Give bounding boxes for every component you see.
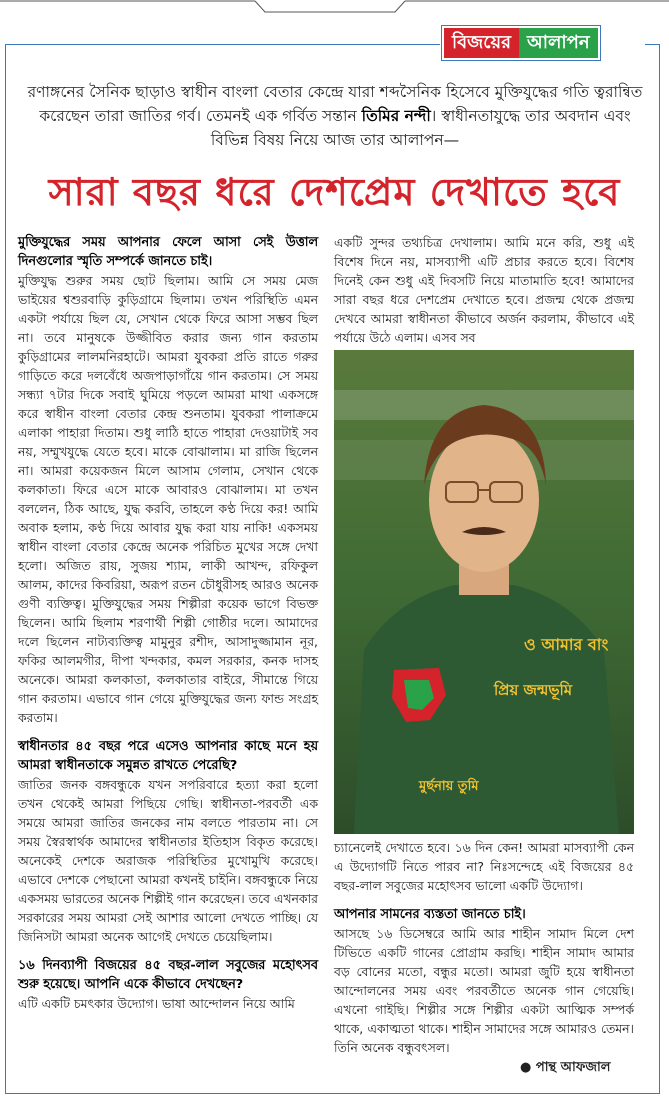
- article-intro: [20, 80, 650, 152]
- interviewee-photo: [334, 350, 634, 834]
- page-top-decoration: [0, 0, 669, 14]
- intro-text-2: । স্বাধীনতাযুদ্ধে তার অবদান এবং বিভিন্ন বিষয় নিয়ে আজ তার আলাপন—: [210, 107, 631, 149]
- answer-3: এটি একটি চমৎকার উদ্যোগ। ভাষা আন্দোলন নিয়ে আমি: [18, 996, 295, 1011]
- article-headline: সারা বছর ধরে দেশপ্রেম দেখাতে হবে: [48, 170, 621, 214]
- intro-text-1: রণাঙ্গনের সৈনিক ছাড়াও স্বাধীন বাংলা বেতার কেন্দ্রে যারা শব্দসৈনিক হিসেবে মুক্তিযুদ্ধের গতি ত্বরান্বিত করেছেন তারা জাতির গর্ব। তেমনই এক গর্বিত সন্তান: [27, 83, 643, 125]
- shirt-text-1: ও আমার বাং: [524, 635, 609, 654]
- author-byline: ● পান্থ আফজাল: [520, 1060, 611, 1075]
- section-badge: [442, 26, 600, 60]
- left-column: [18, 233, 318, 1013]
- badge-part-2: আলাপন: [519, 28, 598, 58]
- interviewee-name: তিমির নন্দী: [361, 107, 431, 125]
- shirt-text-2: প্রিয় জন্মভূমি: [494, 681, 573, 699]
- question-2: স্বাধীনতার ৪৫ বছর পরে এসেও আপনার কাছে মনে হয় আমরা স্বাধীনতাকে সমুন্নত রাখতে পেরেছি?: [18, 739, 318, 773]
- right-column-top: [334, 233, 634, 347]
- right-column-bottom: [334, 838, 634, 1057]
- question-1: মুক্তিযুদ্ধের সময় আপনার ফেলে আসা সেই উত্তাল দিনগুলোর স্মৃতি সম্পর্কে জানতে চাই।: [18, 235, 318, 269]
- portrait-illustration: [334, 350, 634, 834]
- shirt-text-3: মুর্ছনায় তুমি: [419, 779, 479, 794]
- question-3: ১৬ দিনব্যাপী বিজয়ের ৪৫ বছর-লাল সবুজের মহোৎসব শুরু হয়েছে। আপনি একে কীভাবে দেখছেন?: [18, 958, 318, 992]
- answer-2: জাতির জনক বঙ্গবন্ধুকে যখন সপরিবারে হত্যা করা হলো তখন থেকেই আমরা পিছিয়ে গেছি। স্বাধীনতা-পরবর্তী এক সময়ে আমরা জাতির জনকের নাম বলতে পারতাম না। সে সময় স্বৈরস্বার্থক আমাদের স্বাধীনতার ইতিহাস বিকৃত করেছে। অনেকেই দেশকে অরাজক পরিস্থিতির মুখোমুখি করেছে। এভাবে দেশকে পেছানো আমরা কখনই চাইনি। বঙ্গবন্ধুকে নিয়ে একসময় ভারতের অনেক শিল্পীই গান করেছেন। তবে এখনকার সরকারের সময় আমরা সেই আশার আলো দেখতে পাচ্ছি। যে জিনিসটা আমরা অনেক আগেই দেখতে চেয়েছিলাম।: [18, 777, 318, 944]
- badge-part-1: বিজয়ের: [444, 28, 519, 58]
- answer-3-continued: একটি সুন্দর তথ্যচিত্র দেখালাম। আমি মনে করি, শুধু এই বিশেষ দিনে নয়, মাসব্যাপী এটি প্রচার করতে হবে। বিশেষ দিনেই কেন শুধু এই দিবসটি নিয়ে মাতামাতি হবে! আমাদের সারা বছর ধরে দেশপ্রেম দেখাতে হবে। প্রজন্ম থেকে প্রজন্ম দেখবে আমরা স্বাধীনতা কীভাবে অর্জন করলাম, কীভাবে এই পর্যায়ে উঠে এলাম। এসব সব: [334, 235, 634, 345]
- answer-1: মুক্তিযুদ্ধ শুরুর সময় ছোট ছিলাম। আমি সে সময় মেজ ভাইয়ের শ্বশুরবাড়ি কুড়িগ্রামে ছিলাম। তখন পরিস্থিতি এমন একটা পর্যায়ে ছিল যে, সেখান থেকে ফিরে আসা সম্ভব ছিল না। তবে মানুষকে উজ্জীবিত করার জন্য গান করতাম কুড়িগ্রামের লালমনিরহাটে। আমরা যুবকরা প্রতি রাতে গরুর গাড়িতে করে দলবেঁধে অজপাড়াগাঁয়ে গান করতাম। সে সময় সন্ধ্যা ৭টার দিকে সবাই ঘুমিয়ে পড়লে আমরা মাথা একসঙ্গে করে স্বাধীন বাংলা বেতার কেন্দ্র শুনতাম। যুবকরা পালাক্রমে এলাকা পাহারা দিতাম। শুধু লাঠি হাতে পাহারা দেওয়াটাই সব নয়, সম্মুখযুদ্ধে যেতে হবে। মাকে বোঝালাম। মা রাজি ছিলেন না। আমরা কয়েকজন মিলে আসাম গেলাম, সেখান থেকে কলকাতা। ফিরে এসে মাকে আবারও বোঝালাম। মা তখন বললেন, ঠিক আছে, যুদ্ধ করবি, তাহলে কণ্ঠ দিয়ে কর! আমি অবাক হলাম, কণ্ঠ দিয়ে আবার যুদ্ধ করা যায় নাকি! একসময় স্বাধীন বাংলা বেতার কেন্দ্রে অনেক পরিচিত মুখের সঙ্গে দেখা হলো। অজিত রায়, সুজয় শ্যাম, লাকী আখন্দ, রফিকুল আলম, কাদের কিবরিয়া, অরূপ রতন চৌধুরীসহ আরও অনেক গুণী ব্যক্তিত্ব। মুক্তিযুদ্ধের সময় শিল্পীরা কয়েক ভাগে বিভক্ত ছিলেন। আমি ছিলাম শরণার্থী শিল্পী গোষ্ঠীর দলে। আমাদের দলে ছিলেন নাট্যব্যক্তিত্ব মামুনুর রশীদ, আসাদুজ্জামান নূর, ফকির আলমগীর, দীপা খন্দকার, কমল সরকার, কনক দাসহ অনেকে। আমরা কলকাতা, কলকাতার বাইরে, সীমান্তে গিয়ে গান করতাম। এভাবে গান গেয়ে মুক্তিযুদ্ধের জন্য ফান্ড সংগ্রহ করতাম।: [18, 273, 318, 725]
- answer-3-end: চ্যানেলেই দেখাতে হবে। ১৬ দিন কেন! আমরা মাসব্যাপী কেন এ উদ্যোগটি নিতে পারব না? নিঃসন্দেহে এই বিজয়ের ৪৫ বছর-লাল সবুজের মহোৎসব ভালো একটি উদ্যোগ।: [334, 840, 634, 893]
- question-4: আপনার সামনের ব্যস্ততা জানতে চাই।: [334, 907, 526, 922]
- answer-4: আসছে ১৬ ডিসেম্বরে আমি আর শাহীন সামাদ মিলে দেশ টিভিতে একটি গানের প্রোগ্রাম করছি। শাহীন সামাদ আমার বড় বোনের মতো, বন্ধুর মতো। আমরা জুটি হয়ে স্বাধীনতা আন্দোলনের সময় এবং পরবর্তীতে অনেক গান গেয়েছি। এখনো গাইছি। শিল্পীর সঙ্গে শিল্পীর একটা আত্মিক সম্পর্ক থাকে, একাত্মতা থাকে। শাহীন সামাদের সঙ্গে আমারও তেমন। তিনি অনেক বন্ধুবৎসল।: [334, 926, 634, 1055]
